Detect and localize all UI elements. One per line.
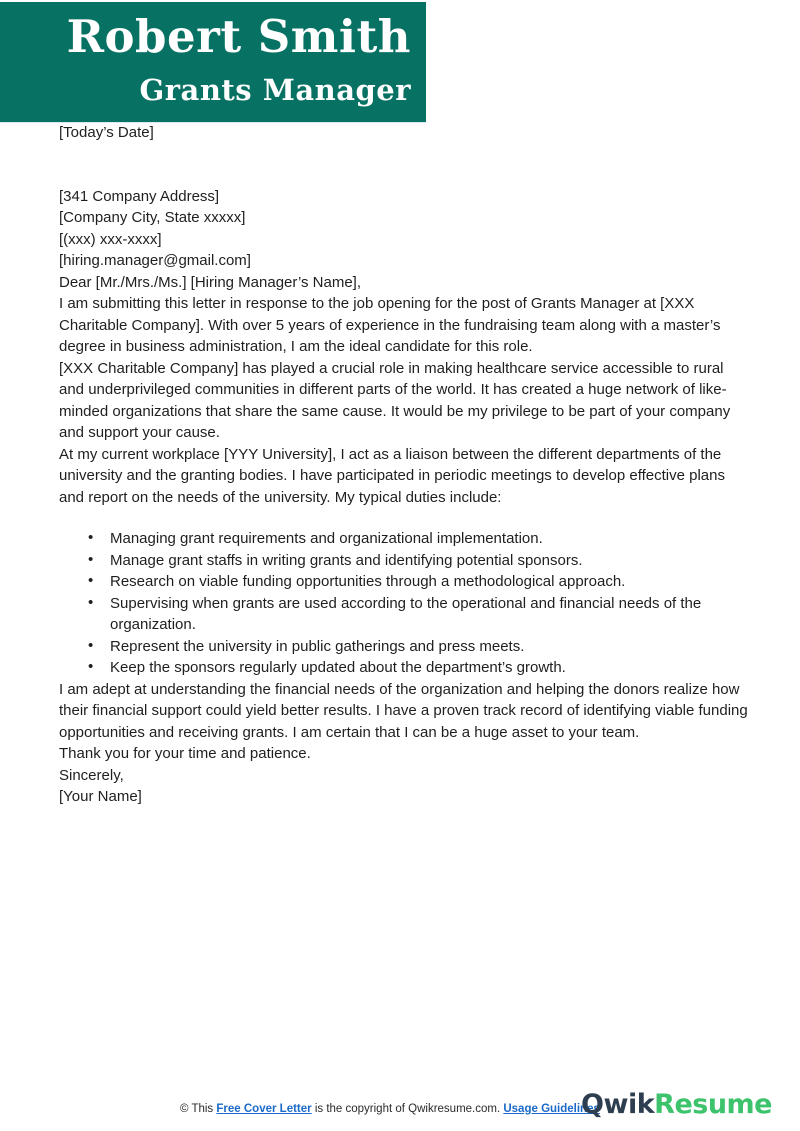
duty-item: • Research on viable funding opportunities through a methodological approach. (88, 571, 749, 593)
duty-item: • Keep the sponsors regularly updated about the department’s growth. (88, 657, 749, 679)
paragraph-duties-lead: At my current workplace [YYY University], I act as a liaison between the different departments of the university and the granting bodies. I have participated in periodic meetings to develop effective plans and report on the needs of the university. My typical duties include: (59, 445, 725, 506)
copyright-prefix: © This (180, 1103, 217, 1115)
copyright-middle: is the copyright of Qwikresume.com. (311, 1103, 504, 1115)
paragraph-closing: I am adept at understanding the financial needs of the organization and helping the donors realize how their financial support could yield better results. I have a proven track record of identifying viable funding opportunities and receiving grants. I am certain that I can be a huge asset to your team. (59, 680, 748, 741)
address-block (59, 186, 749, 272)
salutation: Dear [Mr./Mrs./Ms.] [Hiring Manager’s Name], (59, 273, 362, 291)
paragraph-company: [XXX Charitable Company] has played a crucial role in making healthcare service accessible to rural and underprivileged communities in different parts of the world. It has created a huge network of like-minded organizations that share the same cause. It would be my privilege to be part of your company and support your cause. (59, 359, 731, 441)
qwikresume-logo[interactable] (581, 1089, 772, 1120)
duties-list (59, 528, 749, 679)
logo-text-resume: Resume (654, 1089, 772, 1120)
duty-item: • Supervising when grants are used according to the operational and financial needs of the organization. (88, 593, 749, 636)
address-line: [(xxx) xxx-xxxx] (59, 230, 162, 248)
logo-text-qwik: Qwik (581, 1089, 655, 1120)
copyright-line (180, 1103, 600, 1115)
paragraph-intro: I am submitting this letter in response to the job opening for the post of Grants Manager at [XXX Charitable Company]. With over 5 years of experience in the fundraising team along with a master’s degree in business administration, I am the ideal candidate for this role. (59, 295, 721, 355)
thanks-line: Thank you for your time and patience. (59, 745, 311, 762)
applicant-name: Robert Smith (66, 10, 411, 63)
duty-item: • Manage grant staffs in writing grants and identifying potential sponsors. (88, 550, 749, 572)
letter-body (59, 122, 749, 808)
duty-item: • Managing grant requirements and organizational implementation. (88, 528, 749, 550)
address-line: [hiring.manager@gmail.com] (59, 252, 251, 269)
letter-masthead (0, 2, 426, 122)
usage-guidelines-link[interactable]: Usage Guidelines (503, 1103, 600, 1115)
applicant-job-title: Grants Manager (139, 73, 411, 107)
date-line: [Today’s Date] (59, 124, 154, 141)
duty-item: • Represent the university in public gatherings and press meets. (88, 636, 749, 658)
signature-placeholder: [Your Name] (59, 788, 142, 805)
free-cover-letter-link[interactable]: Free Cover Letter (216, 1103, 312, 1115)
page-footer (0, 1083, 800, 1131)
signoff: Sincerely, (59, 766, 124, 784)
address-line: [341 Company Address] (59, 187, 220, 205)
address-line: [Company City, State xxxxx] (59, 209, 246, 226)
